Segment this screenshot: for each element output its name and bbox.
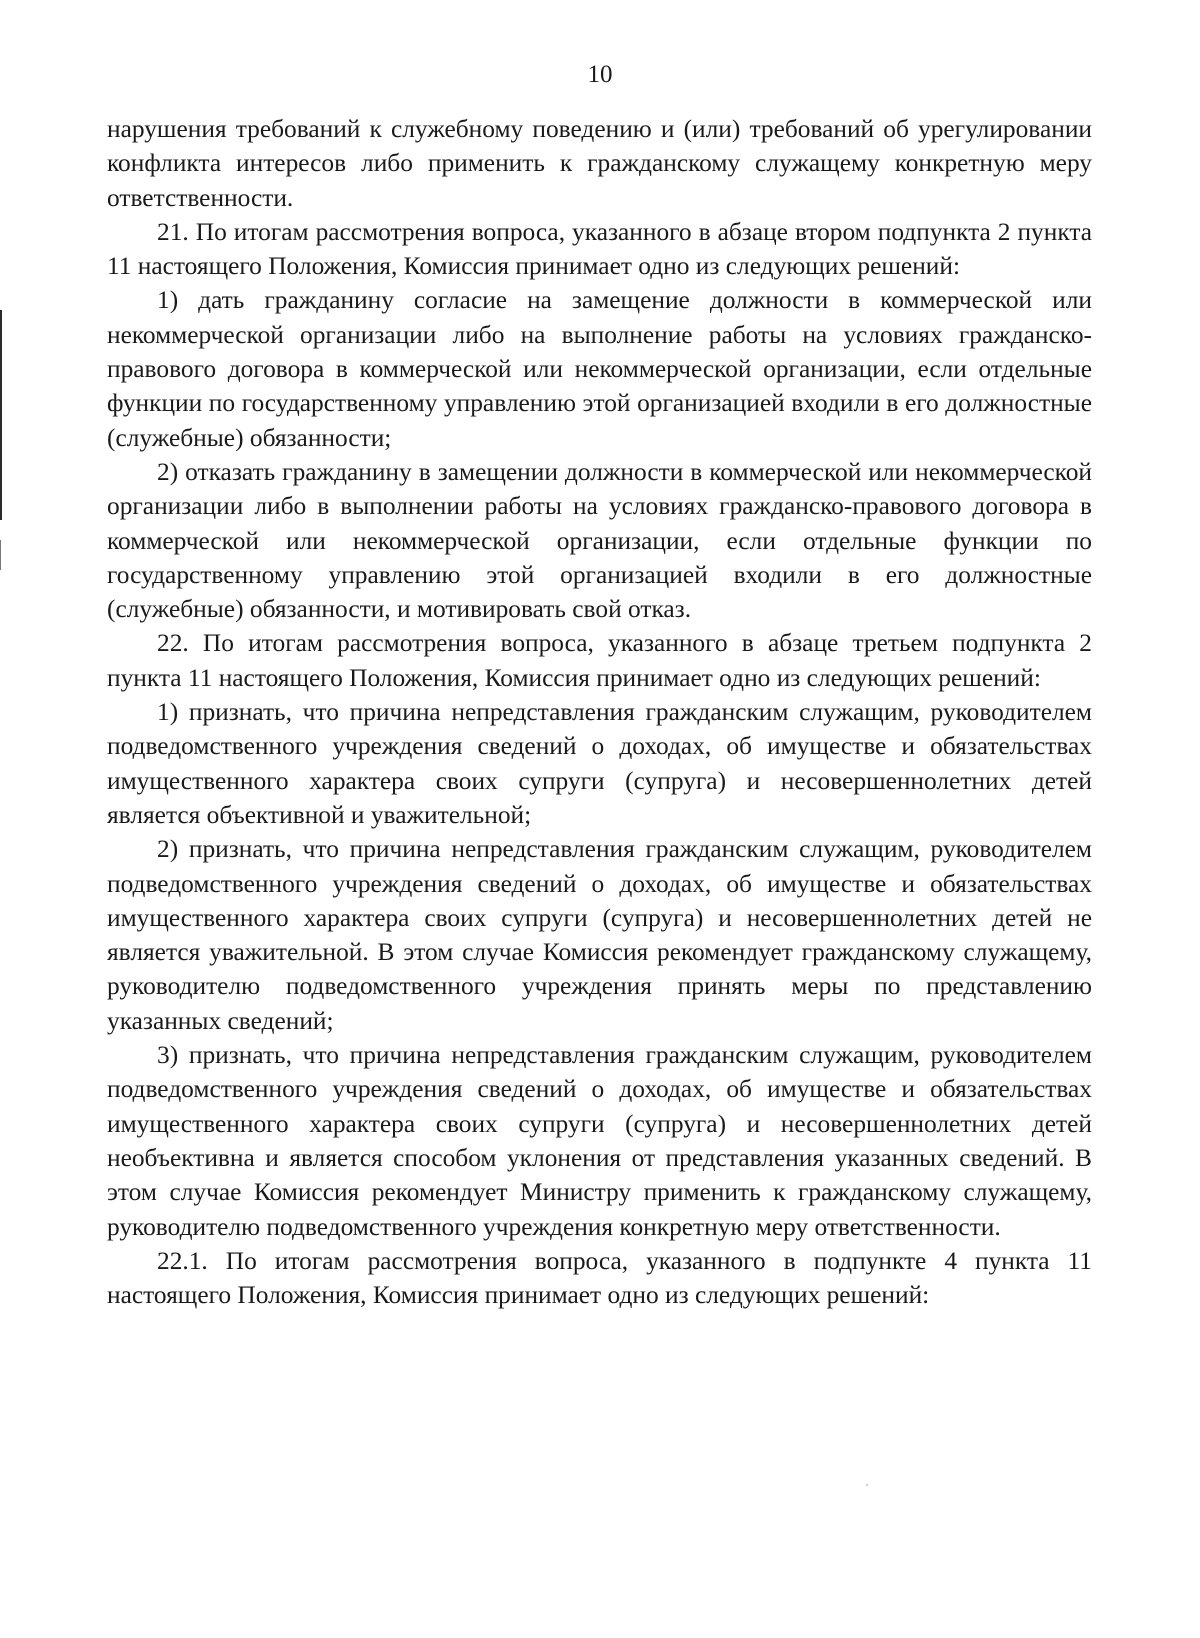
- paragraph: нарушения требований к служебному поведению и (или) требований об урегулировании конфликта интересов либо применить к гражданскому служащему конкретную меру ответственности.: [107, 115, 1092, 212]
- document-body: [107, 112, 1092, 1312]
- scan-edge-mark: [0, 310, 2, 520]
- paragraph: 22. По итогам рассмотрения вопроса, указанного в абзаце третьем подпункта 2 пункта 11 настоящего Положения, Комиссия принимает одно из следующих решений:: [107, 629, 1092, 692]
- page-number: 10: [587, 61, 613, 88]
- paragraph: 1) признать, что причина непредставления гражданским служащим, руководителем подведомственного учреждения сведений о доходах, об имуществе и обязательствах имущественного характера своих супруги (супруга) и несовершеннолетних детей является объективной и уважительной;: [107, 698, 1092, 829]
- scan-edge-mark: [0, 540, 1, 570]
- paragraph: 22.1. По итогам рассмотрения вопроса, указанного в подпункте 4 пункта 11 настоящего Положения, Комиссия принимает одно из следующих решений:: [107, 1246, 1092, 1310]
- paragraph: 1) дать гражданину согласие на замещение должности в коммерческой или некоммерческой организации либо на выполнение работы на условиях гражданско-правового договора в коммерческой или некоммерческой организации, если отдельные функции по государственному управлению этой организацией входили в его должностные (служебные) обязанности;: [107, 286, 1092, 452]
- scan-speck: [866, 1484, 868, 1486]
- paragraph: 3) признать, что причина непредставления гражданским служащим, руководителем подведомственного учреждения сведений о доходах, об имуществе и обязательствах имущественного характера своих супруги (супруга) и несовершеннолетних детей необъективна и является способом уклонения от представления указанных сведений. В этом случае Комиссия рекомендует Министру применить к гражданскому служащему, руководителю подведомственного учреждения конкретную меру ответственности.: [107, 1041, 1092, 1241]
- paragraph: 2) отказать гражданину в замещении должности в коммерческой или некоммерческой организации либо в выполнении работы на условиях гражданско-правового договора в коммерческой или некоммерческой организации, если отдельные функции по государственному управлению этой организацией входили в его должностные (служебные) обязанности, и мотивировать свой отказ.: [107, 457, 1092, 624]
- paragraph: 21. По итогам рассмотрения вопроса, указанного в абзаце втором подпункта 2 пункта 11 настоящего Положения, Комиссия принимает одно из следующих решений:: [107, 217, 1092, 281]
- paragraph: 2) признать, что причина непредставления гражданским служащим, руководителем подведомственного учреждения сведений о доходах, об имуществе и обязательствах имущественного характера своих супруги (супруга) и несовершеннолетних детей не является уважительной. В этом случае Комиссия рекомендует гражданскому служащему, руководителю подведомственного учреждения принять меры по представлению указанных сведений;: [107, 835, 1092, 1035]
